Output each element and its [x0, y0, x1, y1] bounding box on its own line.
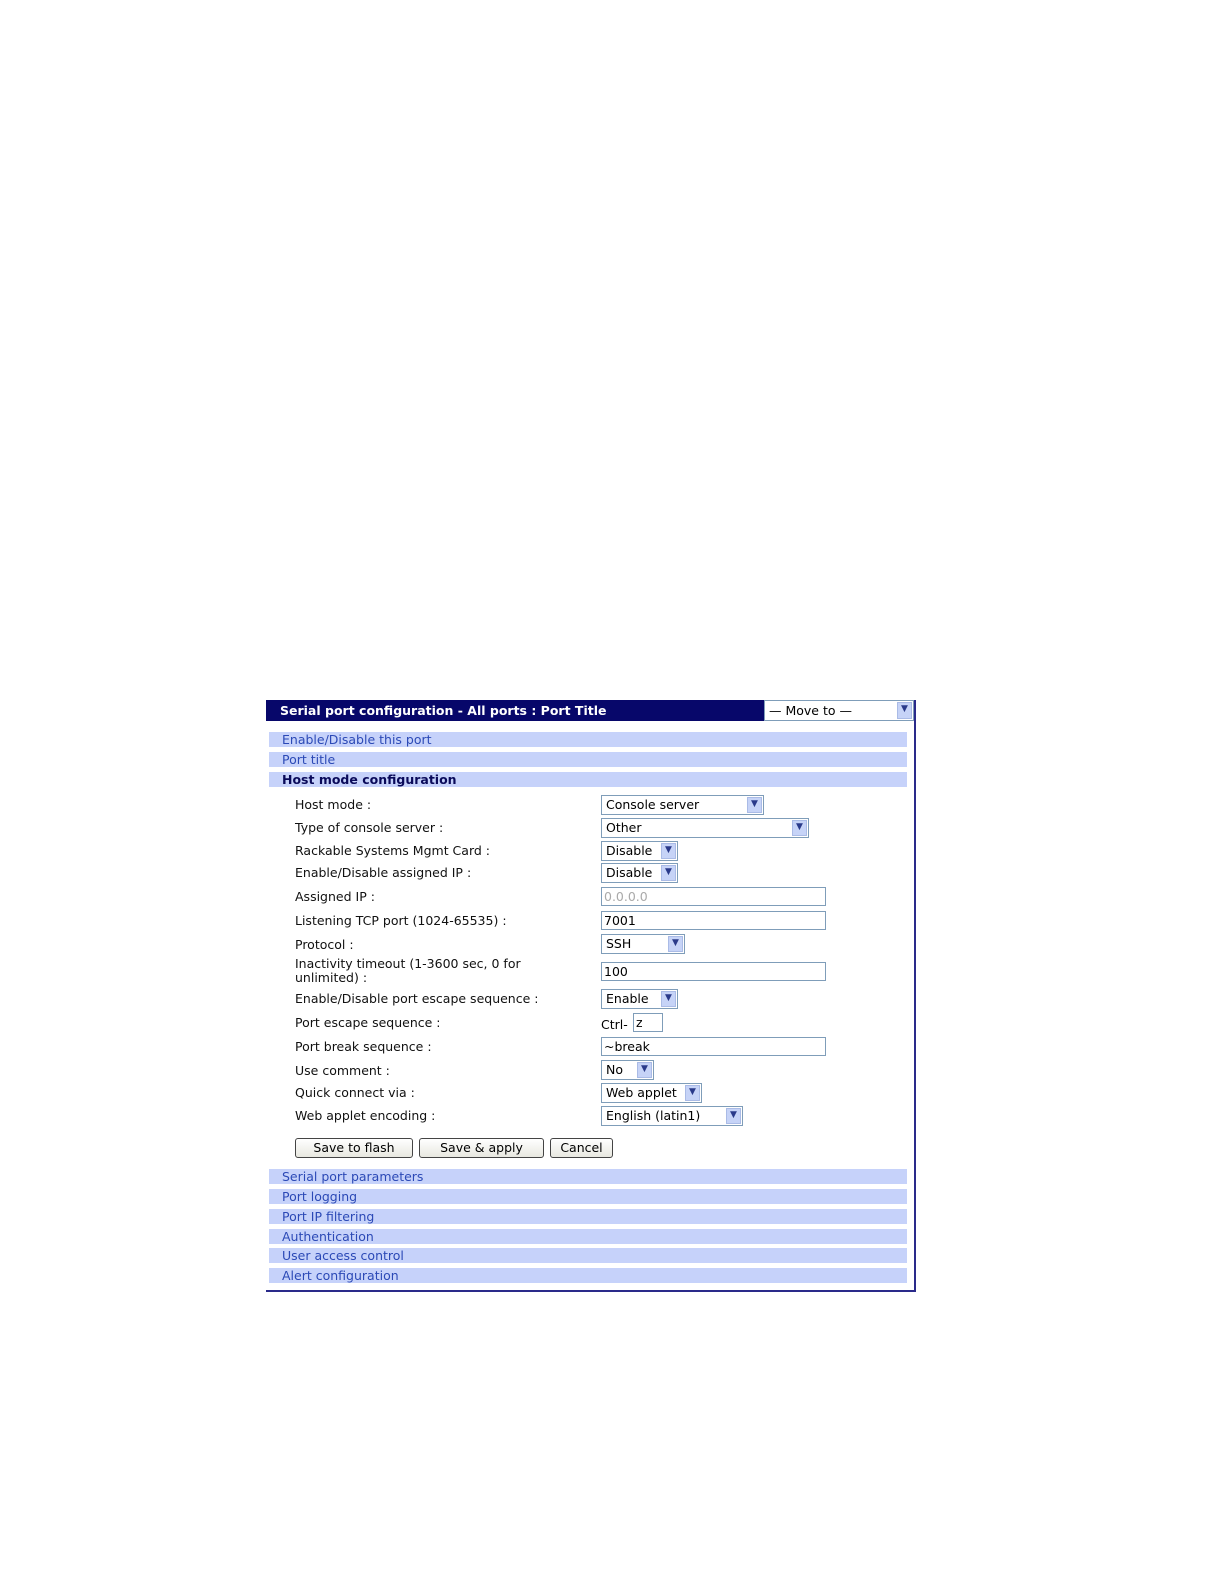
console-type-select[interactable]	[601, 818, 809, 838]
assigned-ip-toggle-label: Enable/Disable assigned IP :	[295, 865, 472, 880]
chevron-down-icon[interactable]: ▼	[726, 1108, 741, 1124]
chevron-down-icon[interactable]: ▼	[637, 1062, 652, 1078]
page-title: Serial port configuration - All ports : Port Title	[266, 700, 764, 721]
chevron-down-icon[interactable]: ▼	[685, 1085, 700, 1101]
host-mode-label: Host mode :	[295, 797, 372, 812]
chevron-down-icon[interactable]: ▼	[668, 936, 683, 952]
save-to-flash-button[interactable]: Save to flash	[295, 1138, 413, 1158]
section-port-title[interactable]: Port title	[269, 752, 907, 767]
protocol-label: Protocol :	[295, 937, 354, 952]
use-comment-label: Use comment :	[295, 1063, 390, 1078]
encoding-select[interactable]	[601, 1106, 743, 1126]
section-port-logging[interactable]: Port logging	[269, 1189, 907, 1204]
tcp-port-input[interactable]: 7001	[601, 911, 826, 930]
escape-toggle-label: Enable/Disable port escape sequence :	[295, 991, 539, 1006]
chevron-down-icon[interactable]: ▼	[661, 865, 676, 881]
quick-connect-value: Web applet	[606, 1085, 677, 1100]
serial-port-config-panel	[266, 700, 916, 1292]
rackable-label: Rackable Systems Mgmt Card :	[295, 843, 490, 858]
rackable-select[interactable]	[601, 841, 678, 861]
use-comment-value: No	[606, 1062, 623, 1077]
host-mode-value: Console server	[606, 797, 700, 812]
assigned-ip-toggle-value: Disable	[606, 865, 653, 880]
section-user-access-control[interactable]: User access control	[269, 1248, 907, 1263]
section-alert-configuration[interactable]: Alert configuration	[269, 1268, 907, 1283]
assigned-ip-toggle-select[interactable]	[601, 863, 678, 883]
chevron-down-icon[interactable]: ▼	[897, 702, 912, 719]
encoding-value: English (latin1)	[606, 1108, 701, 1123]
escape-toggle-value: Enable	[606, 991, 649, 1006]
chevron-down-icon[interactable]: ▼	[661, 843, 676, 859]
inactivity-label: Inactivity timeout (1-3600 sec, 0 for unlimited) :	[295, 956, 521, 985]
save-and-apply-button[interactable]: Save & apply	[419, 1138, 544, 1158]
console-type-label: Type of console server :	[295, 820, 444, 835]
break-seq-label: Port break sequence :	[295, 1039, 432, 1054]
section-serial-port-parameters[interactable]: Serial port parameters	[269, 1169, 907, 1184]
break-seq-input[interactable]: ~break	[601, 1037, 826, 1056]
encoding-label: Web applet encoding :	[295, 1108, 436, 1123]
move-to-value: — Move to —	[769, 703, 852, 718]
inactivity-input[interactable]: 100	[601, 962, 826, 981]
chevron-down-icon[interactable]: ▼	[792, 820, 807, 836]
assigned-ip-label: Assigned IP :	[295, 889, 375, 904]
cancel-button[interactable]: Cancel	[550, 1138, 613, 1158]
quick-connect-select[interactable]	[601, 1083, 702, 1103]
section-enable-disable-port[interactable]: Enable/Disable this port	[269, 732, 907, 747]
tcp-port-label: Listening TCP port (1024-65535) :	[295, 913, 507, 928]
protocol-select[interactable]	[601, 934, 685, 954]
move-to-select[interactable]	[764, 700, 914, 721]
ctrl-prefix: Ctrl-	[601, 1017, 628, 1032]
section-port-ip-filtering[interactable]: Port IP filtering	[269, 1209, 907, 1224]
quick-connect-label: Quick connect via :	[295, 1085, 415, 1100]
console-type-value: Other	[606, 820, 642, 835]
section-authentication[interactable]: Authentication	[269, 1229, 907, 1244]
chevron-down-icon[interactable]: ▼	[747, 797, 762, 813]
use-comment-select[interactable]	[601, 1060, 654, 1080]
rackable-value: Disable	[606, 843, 653, 858]
chevron-down-icon[interactable]: ▼	[661, 991, 676, 1007]
escape-seq-input[interactable]: z	[633, 1013, 663, 1032]
host-mode-select[interactable]	[601, 795, 764, 815]
escape-toggle-select[interactable]	[601, 989, 678, 1009]
section-host-mode-configuration[interactable]: Host mode configuration	[269, 772, 907, 787]
protocol-value: SSH	[606, 936, 632, 951]
escape-seq-label: Port escape sequence :	[295, 1015, 441, 1030]
assigned-ip-input[interactable]: 0.0.0.0	[601, 887, 826, 906]
